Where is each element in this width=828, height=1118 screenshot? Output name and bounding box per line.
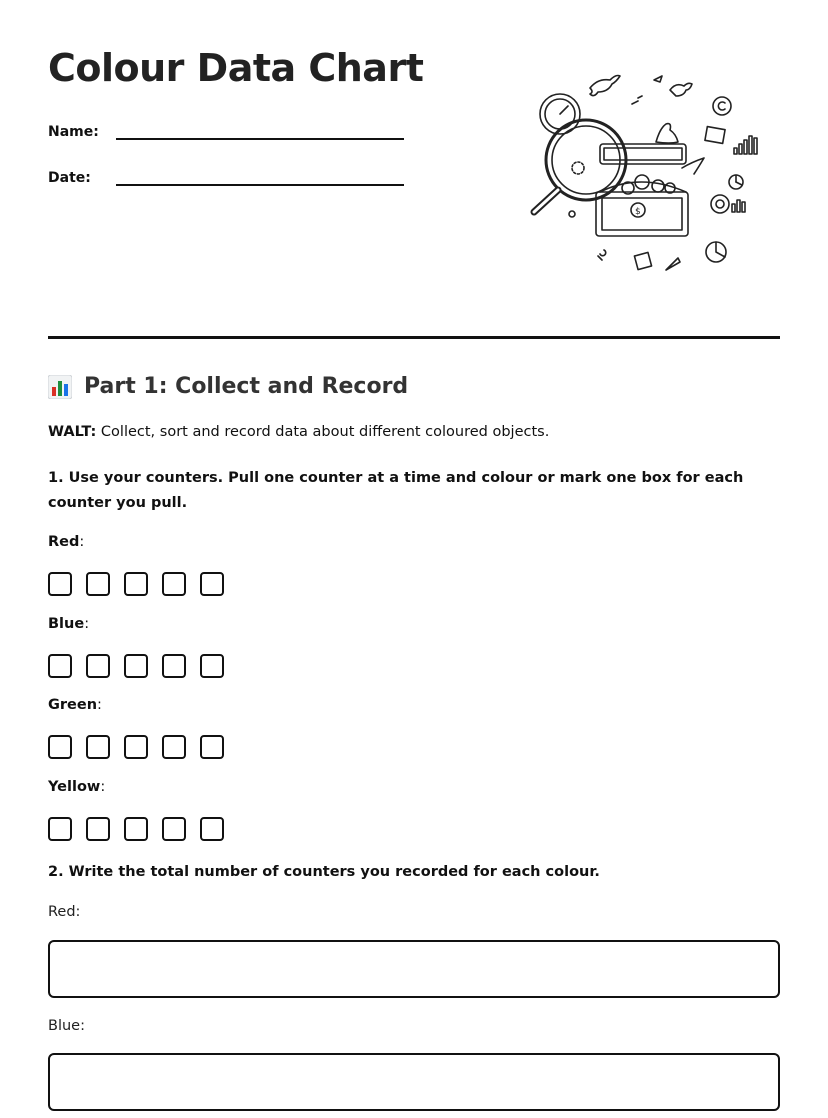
tally-box[interactable]	[48, 817, 72, 841]
colour-label-green: Green:	[48, 697, 102, 713]
colour-name: Yellow	[48, 779, 101, 795]
date-field[interactable]	[116, 162, 404, 186]
total-label-blue: Blue:	[48, 1018, 85, 1034]
svg-text:$: $	[635, 207, 641, 217]
colour-name: Red	[48, 534, 80, 550]
date-field-row	[48, 162, 404, 186]
colour-name: Blue	[48, 616, 85, 632]
walt-text: Collect, sort and record data about different coloured objects.	[96, 424, 550, 440]
colour-label-blue: Blue:	[48, 616, 90, 632]
date-label: Date:	[48, 170, 91, 186]
tally-box[interactable]	[86, 654, 110, 678]
name-label: Name:	[48, 124, 99, 140]
tally-boxes-blue	[48, 654, 224, 678]
tally-box[interactable]	[124, 817, 148, 841]
tally-box[interactable]	[124, 572, 148, 596]
question-1: 1. Use your counters. Pull one counter at a time and colour or mark one box for each counter you pull.	[48, 470, 744, 511]
total-label-red: Red:	[48, 904, 81, 920]
total-input-blue[interactable]	[48, 1053, 780, 1111]
tally-box[interactable]	[162, 817, 186, 841]
tally-boxes-yellow	[48, 817, 224, 841]
tally-box[interactable]	[48, 735, 72, 759]
tally-box[interactable]	[200, 572, 224, 596]
tally-box[interactable]	[86, 735, 110, 759]
tally-box[interactable]	[200, 817, 224, 841]
walt-label: WALT:	[48, 424, 97, 440]
page-title: Colour Data Chart	[48, 46, 424, 90]
section-divider	[48, 336, 780, 339]
tally-box[interactable]	[124, 735, 148, 759]
part1-heading	[48, 374, 408, 399]
walt-statement	[48, 424, 549, 440]
name-field[interactable]	[116, 116, 404, 140]
colour-label-red: Red:	[48, 534, 85, 550]
tally-box[interactable]	[124, 654, 148, 678]
tally-box[interactable]	[162, 654, 186, 678]
tally-box[interactable]	[86, 817, 110, 841]
colour-name: Green	[48, 697, 98, 713]
tally-box[interactable]	[48, 572, 72, 596]
tally-box[interactable]	[86, 572, 110, 596]
colour-label-yellow: Yellow:	[48, 779, 106, 795]
tally-boxes-green	[48, 735, 224, 759]
part1-title: Part 1: Collect and Record	[84, 374, 409, 399]
tally-box[interactable]	[200, 654, 224, 678]
treasure-chest-illustration-icon	[520, 64, 770, 284]
tally-box[interactable]	[48, 654, 72, 678]
tally-box[interactable]	[162, 572, 186, 596]
total-input-red[interactable]	[48, 940, 780, 998]
question-2: 2. Write the total number of counters you recorded for each colour.	[48, 864, 600, 880]
name-field-row	[48, 116, 404, 140]
tally-boxes-red	[48, 572, 224, 596]
bar-chart-icon	[48, 375, 72, 399]
tally-box[interactable]	[200, 735, 224, 759]
tally-box[interactable]	[162, 735, 186, 759]
